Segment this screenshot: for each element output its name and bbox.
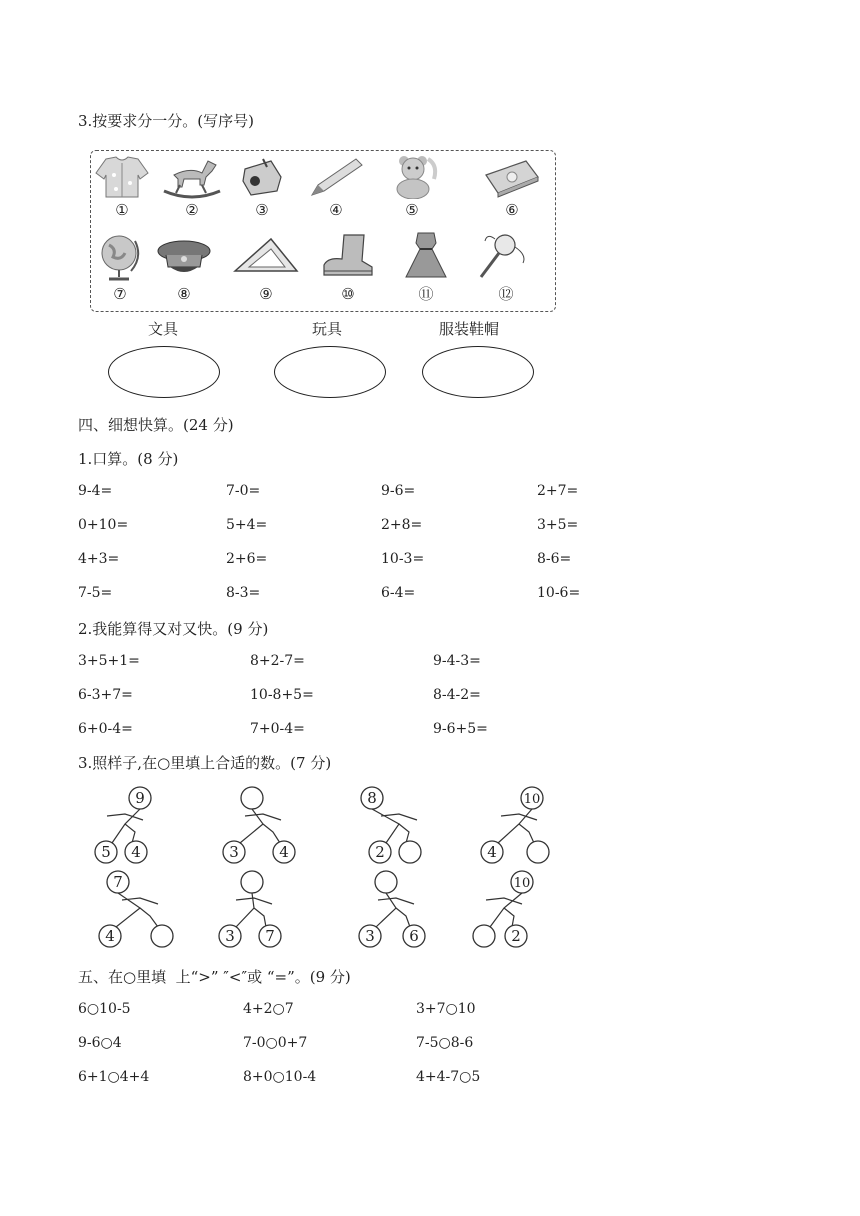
problem: 10-6= <box>537 585 581 601</box>
number-label: 8 <box>367 789 377 807</box>
number-label: 4 <box>105 927 115 945</box>
item-6 <box>477 155 547 219</box>
item-number: ② <box>185 201 199 219</box>
globe-icon <box>95 231 145 283</box>
number-label: 3 <box>225 927 235 945</box>
problem: 6+0-4= <box>78 721 133 737</box>
comparison: 6○10-5 <box>78 1001 131 1017</box>
part2-title: 2.我能算得又对又快。(9 分) <box>78 620 269 638</box>
number-circle-right[interactable] <box>151 925 173 947</box>
number-circle-top[interactable] <box>241 871 263 893</box>
problem: 10-8+5= <box>250 687 314 703</box>
answer-oval-stationery[interactable] <box>108 346 220 398</box>
pencil-icon <box>306 155 366 199</box>
teddy-bear-icon <box>384 155 440 199</box>
item-number: ⑨ <box>259 285 273 303</box>
problem: 8-6= <box>537 551 572 567</box>
comparison: 9-6○4 <box>78 1035 122 1051</box>
category-stationery: 文具 <box>147 320 178 338</box>
number-label: 7 <box>265 927 275 945</box>
number-label: 2 <box>511 927 521 945</box>
item-number: ⑦ <box>113 285 127 303</box>
item-9 <box>231 231 301 303</box>
item-number: ⑧ <box>177 285 191 303</box>
rattle-drum-icon <box>471 231 541 283</box>
item-1 <box>87 155 157 219</box>
item-4 <box>301 155 371 219</box>
problem: 2+8= <box>381 517 423 533</box>
section5-title: 五、在○里填 上“>” ″<″或 “=”。(9 分) <box>78 968 351 986</box>
problem: 7+0-4= <box>250 721 305 737</box>
dress-icon <box>396 231 456 283</box>
item-number: ⑩ <box>341 285 355 303</box>
number-label: 4 <box>487 843 497 861</box>
problem: 4+3= <box>78 551 120 567</box>
number-label: 9 <box>135 789 145 807</box>
comparison: 4+2○7 <box>243 1001 294 1017</box>
problem: 7-0= <box>226 483 261 499</box>
section4-title: 四、细想快算。(24 分) <box>78 416 234 434</box>
number-circle-right[interactable] <box>527 841 549 863</box>
item-number: ⑥ <box>505 201 519 219</box>
number-label: 7 <box>113 873 123 891</box>
item-number: ③ <box>255 201 269 219</box>
item-7 <box>85 231 155 303</box>
number-label: 5 <box>101 843 111 861</box>
problem: 10-3= <box>381 551 425 567</box>
problem: 8-3= <box>226 585 261 601</box>
decomposition-figure <box>212 870 322 950</box>
cap-icon <box>154 231 214 283</box>
section3-title: 3.按要求分一分。(写序号) <box>78 112 255 130</box>
item-8 <box>149 231 219 303</box>
part3-title: 3.照样子,在○里填上合适的数。(7 分) <box>78 754 332 772</box>
problem: 9-6+5= <box>433 721 488 737</box>
problem: 3+5+1= <box>78 653 140 669</box>
item-number: ⑤ <box>405 201 419 219</box>
number-circle-right[interactable] <box>399 841 421 863</box>
comparison: 7-0○0+7 <box>243 1035 308 1051</box>
problem: 6-4= <box>381 585 416 601</box>
triangle-ruler-icon <box>231 231 301 283</box>
comparison: 7-5○8-6 <box>416 1035 474 1051</box>
number-label: 2 <box>375 843 385 861</box>
sweater-icon <box>94 155 150 199</box>
problem: 2+7= <box>537 483 579 499</box>
decomposition-figure <box>348 870 458 950</box>
problem: 5+4= <box>226 517 268 533</box>
number-label: 10 <box>513 876 531 891</box>
problem: 2+6= <box>226 551 268 567</box>
number-circle-top[interactable] <box>241 787 263 809</box>
problem: 6-3+7= <box>78 687 133 703</box>
comparison: 4+4-7○5 <box>416 1069 481 1085</box>
item-3 <box>227 155 297 219</box>
problem: 0+10= <box>78 517 129 533</box>
part1-title: 1.口算。(8 分) <box>78 450 179 468</box>
number-label: 10 <box>523 792 541 807</box>
item-number: ⑫ <box>498 285 514 303</box>
comparison: 8+0○10-4 <box>243 1069 317 1085</box>
problem: 8-4-2= <box>433 687 481 703</box>
number-label: 6 <box>409 927 419 945</box>
item-number: ① <box>115 201 129 219</box>
item-number: ⑪ <box>418 285 434 303</box>
boot-icon <box>318 231 378 283</box>
decomposition-figure <box>470 870 580 950</box>
item-12 <box>471 231 541 303</box>
problem: 7-5= <box>78 585 113 601</box>
rocking-horse-icon <box>160 155 224 199</box>
number-label: 3 <box>365 927 375 945</box>
number-label: 4 <box>131 843 141 861</box>
number-label: 4 <box>279 843 289 861</box>
decomposition-figure <box>348 786 458 866</box>
pencil-case-icon <box>482 155 542 199</box>
item-11 <box>391 231 461 303</box>
problem: 8+2-7= <box>250 653 305 669</box>
items-panel <box>90 150 556 312</box>
item-2 <box>157 155 227 219</box>
decomposition-figure <box>92 786 202 866</box>
problem: 3+5= <box>537 517 579 533</box>
number-label: 3 <box>229 843 239 861</box>
item-number: ④ <box>329 201 343 219</box>
decomposition-figure <box>478 786 588 866</box>
category-toys: 玩具 <box>311 320 342 338</box>
answer-oval-clothing[interactable] <box>422 346 534 398</box>
number-circle-left[interactable] <box>473 925 495 947</box>
comparison: 6+1○4+4 <box>78 1069 150 1085</box>
problem: 9-6= <box>381 483 416 499</box>
answer-oval-toys[interactable] <box>274 346 386 398</box>
number-circle-top[interactable] <box>375 871 397 893</box>
category-clothing: 服装鞋帽 <box>438 320 499 338</box>
comparison: 3+7○10 <box>416 1001 476 1017</box>
decomposition-figure <box>92 870 202 950</box>
item-5 <box>377 155 447 219</box>
decomposition-figure <box>218 786 328 866</box>
item-10 <box>313 231 383 303</box>
pencil-sharpener-icon <box>237 155 287 199</box>
problem: 9-4= <box>78 483 113 499</box>
problem: 9-4-3= <box>433 653 481 669</box>
